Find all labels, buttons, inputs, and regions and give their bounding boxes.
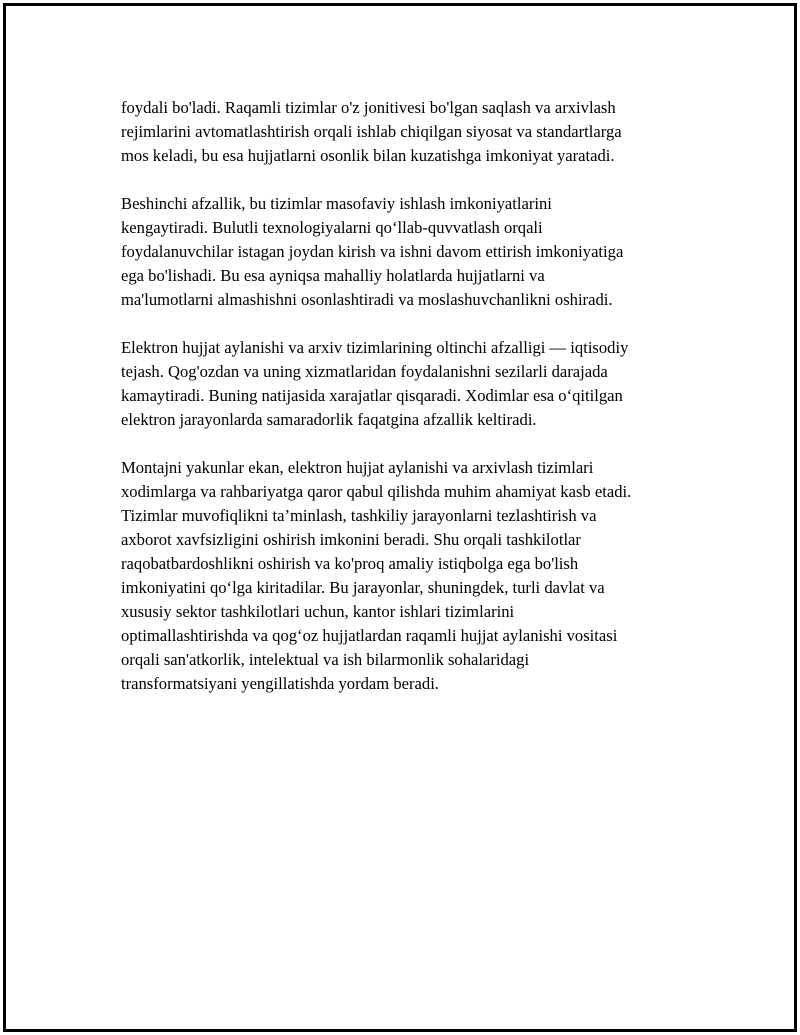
text-line: kamaytiradi. Buning natijasida xarajatlar qisqaradi. Xodimlar esa o‘qitilgan xyxy=(121,386,623,405)
paragraph-1 xyxy=(121,96,706,168)
text-line: elektron jarayonlarda samaradorlik faqatgina afzallik keltiradi. xyxy=(121,410,537,429)
document-body xyxy=(121,96,706,720)
text-line: ma'lumotlarni almashishni osonlashtiradi va moslashuvchanlikni oshiradi. xyxy=(121,290,613,309)
paragraph-3 xyxy=(121,336,706,432)
text-line: optimallashtirishda va qog‘oz hujjatlardan raqamli hujjat aylanishi vositasi xyxy=(121,626,618,645)
document-page xyxy=(3,3,797,1032)
text-line: xodimlarga va rahbariyatga qaror qabul qilishda muhim ahamiyat kasb etadi. xyxy=(121,482,632,501)
text-line: rejimlarini avtomatlashtirish orqali ishlab chiqilgan siyosat va standartlarga xyxy=(121,122,622,141)
text-line: Montajni yakunlar ekan, elektron hujjat aylanishi va arxivlash tizimlari xyxy=(121,458,594,477)
text-line: ega bo'lishadi. Bu esa ayniqsa mahalliy holatlarda hujjatlarni va xyxy=(121,266,545,285)
text-line: Tizimlar muvofiqlikni ta’minlash, tashkiliy jarayonlarni tezlashtirish va xyxy=(121,506,597,525)
text-line: tejash. Qog'ozdan va uning xizmatlaridan foydalanishni sezilarli darajada xyxy=(121,362,608,381)
text-line: foydalanuvchilar istagan joydan kirish va ishni davom ettirish imkoniyatiga xyxy=(121,242,624,261)
text-line: kengaytiradi. Bulutli texnologiyalarni qo‘llab-quvvatlash orqali xyxy=(121,218,543,237)
text-line: imkoniyatini qo‘lga kiritadilar. Bu jarayonlar, shuningdek, turli davlat va xyxy=(121,578,605,597)
text-line: foydali bo'ladi. Raqamli tizimlar o'z jonitivesi bo'lgan saqlash va arxivlash xyxy=(121,98,616,117)
text-line: Beshinchi afzallik, bu tizimlar masofaviy ishlash imkoniyatlarini xyxy=(121,194,552,213)
text-line: xususiy sektor tashkilotlari uchun, kantor ishlari tizimlarini xyxy=(121,602,515,621)
paragraph-4 xyxy=(121,456,706,696)
paragraph-2 xyxy=(121,192,706,312)
text-line: Elektron hujjat aylanishi va arxiv tizimlarining oltinchi afzalligi — iqtisodiy xyxy=(121,338,629,357)
text-line: axborot xavfsizligini oshirish imkonini beradi. Shu orqali tashkilotlar xyxy=(121,530,581,549)
text-line: raqobatbardoshlikni oshirish va ko'proq amaliy istiqbolga ega bo'lish xyxy=(121,554,579,573)
text-line: orqali san'atkorlik, intelektual va ish bilarmonlik sohalaridagi xyxy=(121,650,530,669)
text-line: mos keladi, bu esa hujjatlarni osonlik bilan kuzatishga imkoniyat yaratadi. xyxy=(121,146,615,165)
text-line: transformatsiyani yengillatishda yordam beradi. xyxy=(121,674,439,693)
